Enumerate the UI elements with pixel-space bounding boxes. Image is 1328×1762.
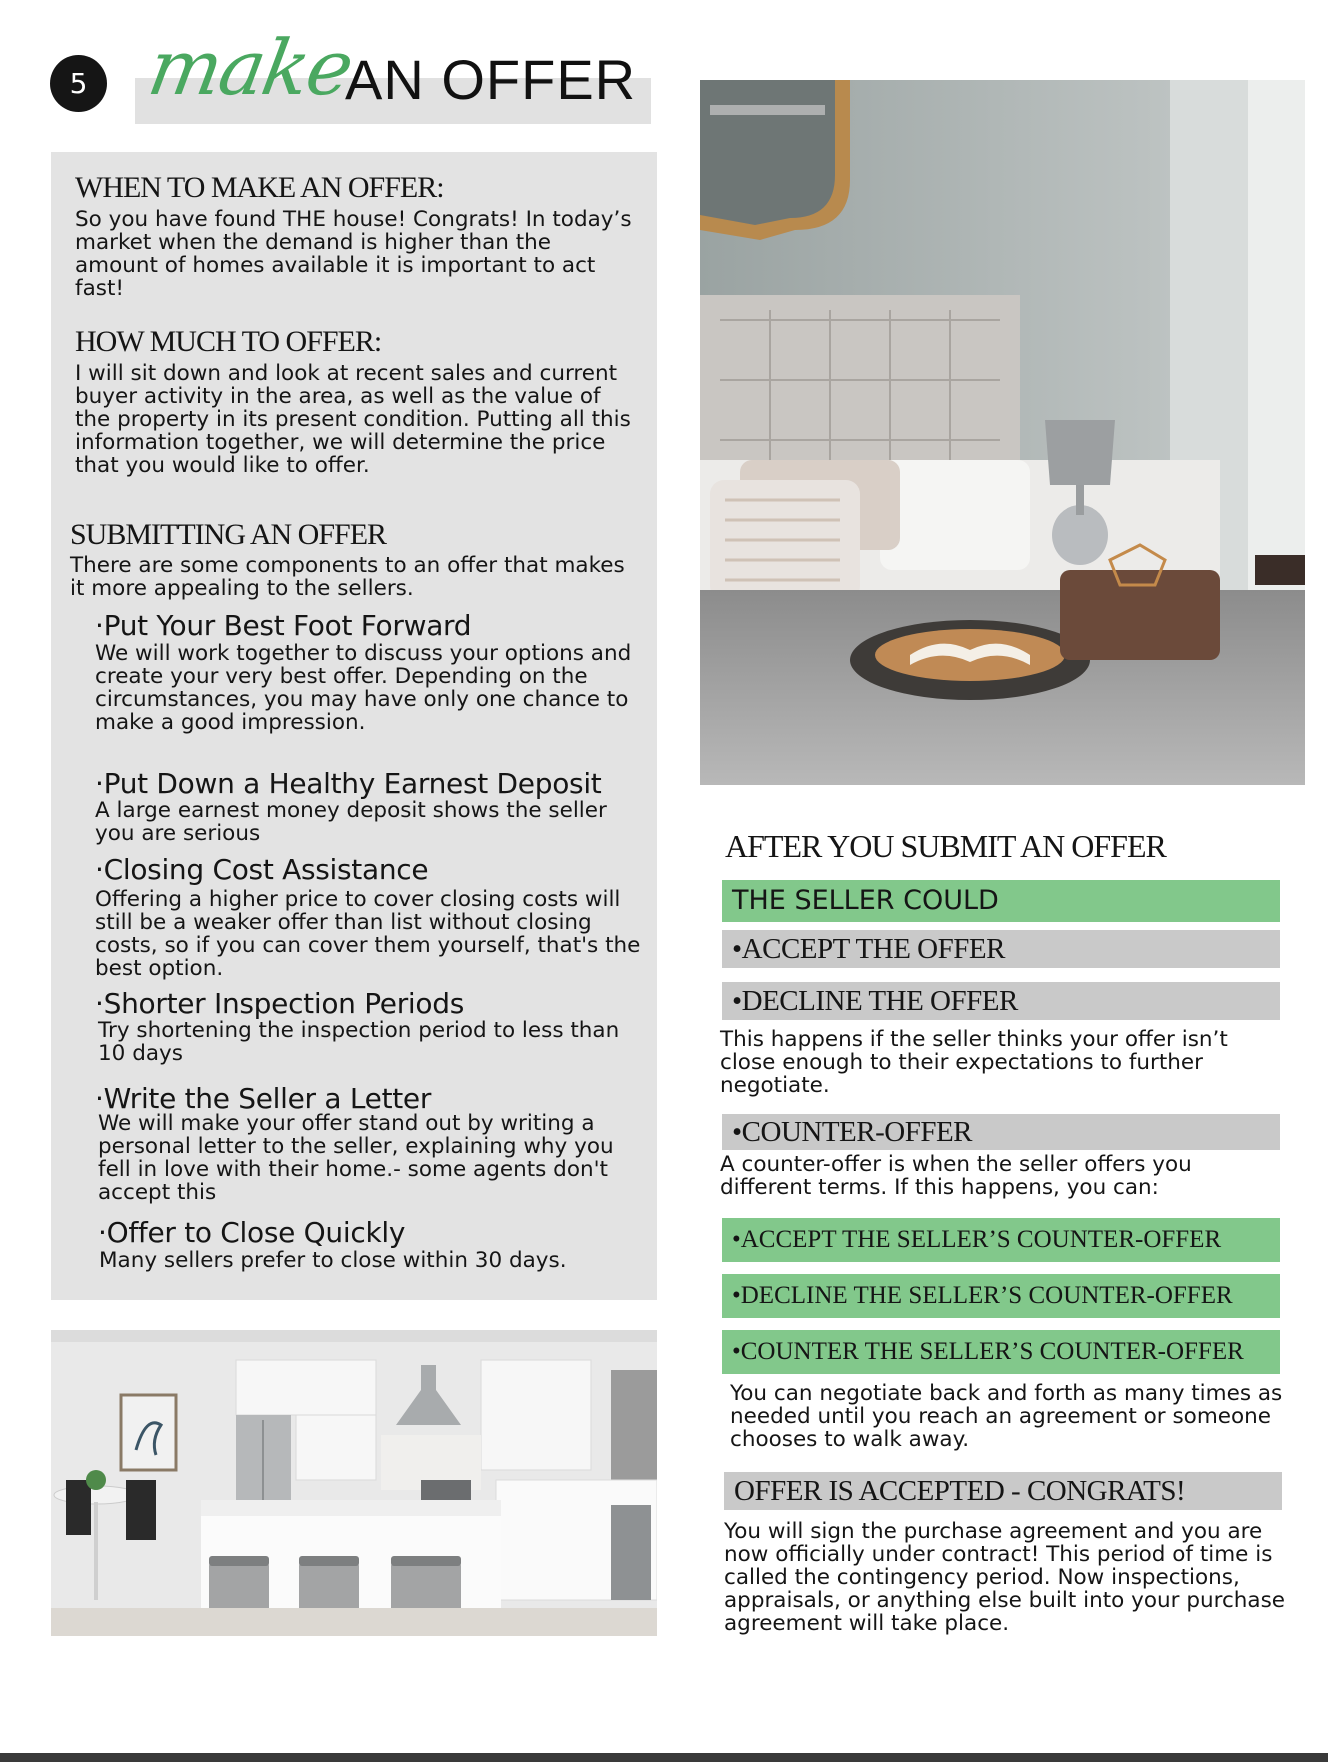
bedroom-photo — [700, 80, 1305, 785]
tip-title: ·Offer to Close Quickly — [98, 1216, 406, 1249]
after-submit-heading: AFTER YOU SUBMIT AN OFFER — [725, 828, 1166, 864]
tip-body: We will make your offer stand out by writing a personal letter to the seller, explaining why you fell in love with their home.- some agents don't accept this — [98, 1111, 614, 1205]
counter-option-bar — [722, 1218, 1280, 1262]
counter-offer-bar — [722, 1114, 1280, 1150]
kitchen-photo — [51, 1330, 657, 1636]
counter-option-label: •ACCEPT THE SELLER’S COUNTER-OFFER — [732, 1226, 1222, 1253]
when-body: So you have found THE house! Congrats! In today’s market when the demand is higher than the amount of homes available it is important to act fast! — [75, 207, 632, 301]
submitting-body: There are some components to an offer that makes it more appealing to the sellers. — [70, 553, 625, 601]
how-much-body: I will sit down and look at recent sales and current buyer activity in the area, as well as the value of the property in its present condition. Putting all this information together, we will determine the price that you would like to offer. — [75, 361, 631, 478]
decline-offer-body: This happens if the seller thinks your offer isn’t close enough to their expectations to further negotiate. — [720, 1027, 1228, 1098]
tip-body: Many sellers prefer to close within 30 days. — [99, 1248, 567, 1273]
title-script-word: make — [142, 23, 359, 112]
counter-offer-label: •COUNTER-OFFER — [732, 1116, 973, 1148]
kitchen-illustration — [51, 1330, 657, 1636]
offer-accepted-body: You will sign the purchase agreement and you are now officially under contract! This period of time is called the contingency period. Now inspections, appraisals, or anything else built into your purchase agreement will take place. — [724, 1519, 1286, 1636]
tip-body: We will work together to discuss your options and create your very best offer. Depending on the circumstances, you may have only one chance to make a good impression. — [95, 641, 632, 735]
tip-title: ·Closing Cost Assistance — [95, 853, 429, 886]
tip-title: ·Put Your Best Foot Forward — [95, 609, 472, 642]
counter-option-label: •DECLINE THE SELLER’S COUNTER-OFFER — [732, 1282, 1233, 1309]
seller-could-label: THE SELLER COULD — [732, 885, 999, 916]
offer-accepted-bar — [724, 1472, 1282, 1510]
negotiate-body: You can negotiate back and forth as many times as needed until you reach an agreement or someone chooses to walk away. — [730, 1381, 1283, 1452]
decline-offer-label: •DECLINE THE OFFER — [732, 985, 1018, 1017]
submitting-heading: SUBMITTING AN OFFER — [70, 518, 387, 551]
tip-body: Try shortening the inspection period to less than 10 days — [98, 1018, 620, 1066]
tip-title: ·Shorter Inspection Periods — [95, 987, 464, 1020]
page-title: AN OFFER — [345, 48, 637, 111]
step-number-badge: 5 — [50, 55, 107, 112]
counter-option-bar — [722, 1274, 1280, 1318]
bedroom-illustration — [700, 80, 1305, 785]
how-much-heading: HOW MUCH TO OFFER: — [75, 325, 382, 358]
tip-body: A large earnest money deposit shows the seller you are serious — [95, 798, 607, 846]
when-heading: WHEN TO MAKE AN OFFER: — [75, 171, 444, 204]
counter-offer-body: A counter-offer is when the seller offers you different terms. If this happens, you can: — [720, 1152, 1192, 1200]
seller-could-bar — [722, 880, 1280, 922]
decline-offer-bar — [722, 982, 1280, 1020]
tip-title: ·Put Down a Healthy Earnest Deposit — [95, 767, 602, 800]
offer-accepted-label: OFFER IS ACCEPTED - CONGRATS! — [734, 1475, 1186, 1507]
accept-offer-label: •ACCEPT THE OFFER — [732, 933, 1005, 965]
footer-rule — [0, 1753, 1328, 1762]
counter-option-bar — [722, 1330, 1280, 1374]
counter-option-label: •COUNTER THE SELLER’S COUNTER-OFFER — [732, 1338, 1244, 1365]
tip-body: Offering a higher price to cover closing costs will still be a weaker offer than list without closing costs, so if you can cover them yourself, that's the best option. — [95, 887, 641, 981]
accept-offer-bar — [722, 930, 1280, 968]
tip-title: ·Write the Seller a Letter — [95, 1082, 432, 1115]
